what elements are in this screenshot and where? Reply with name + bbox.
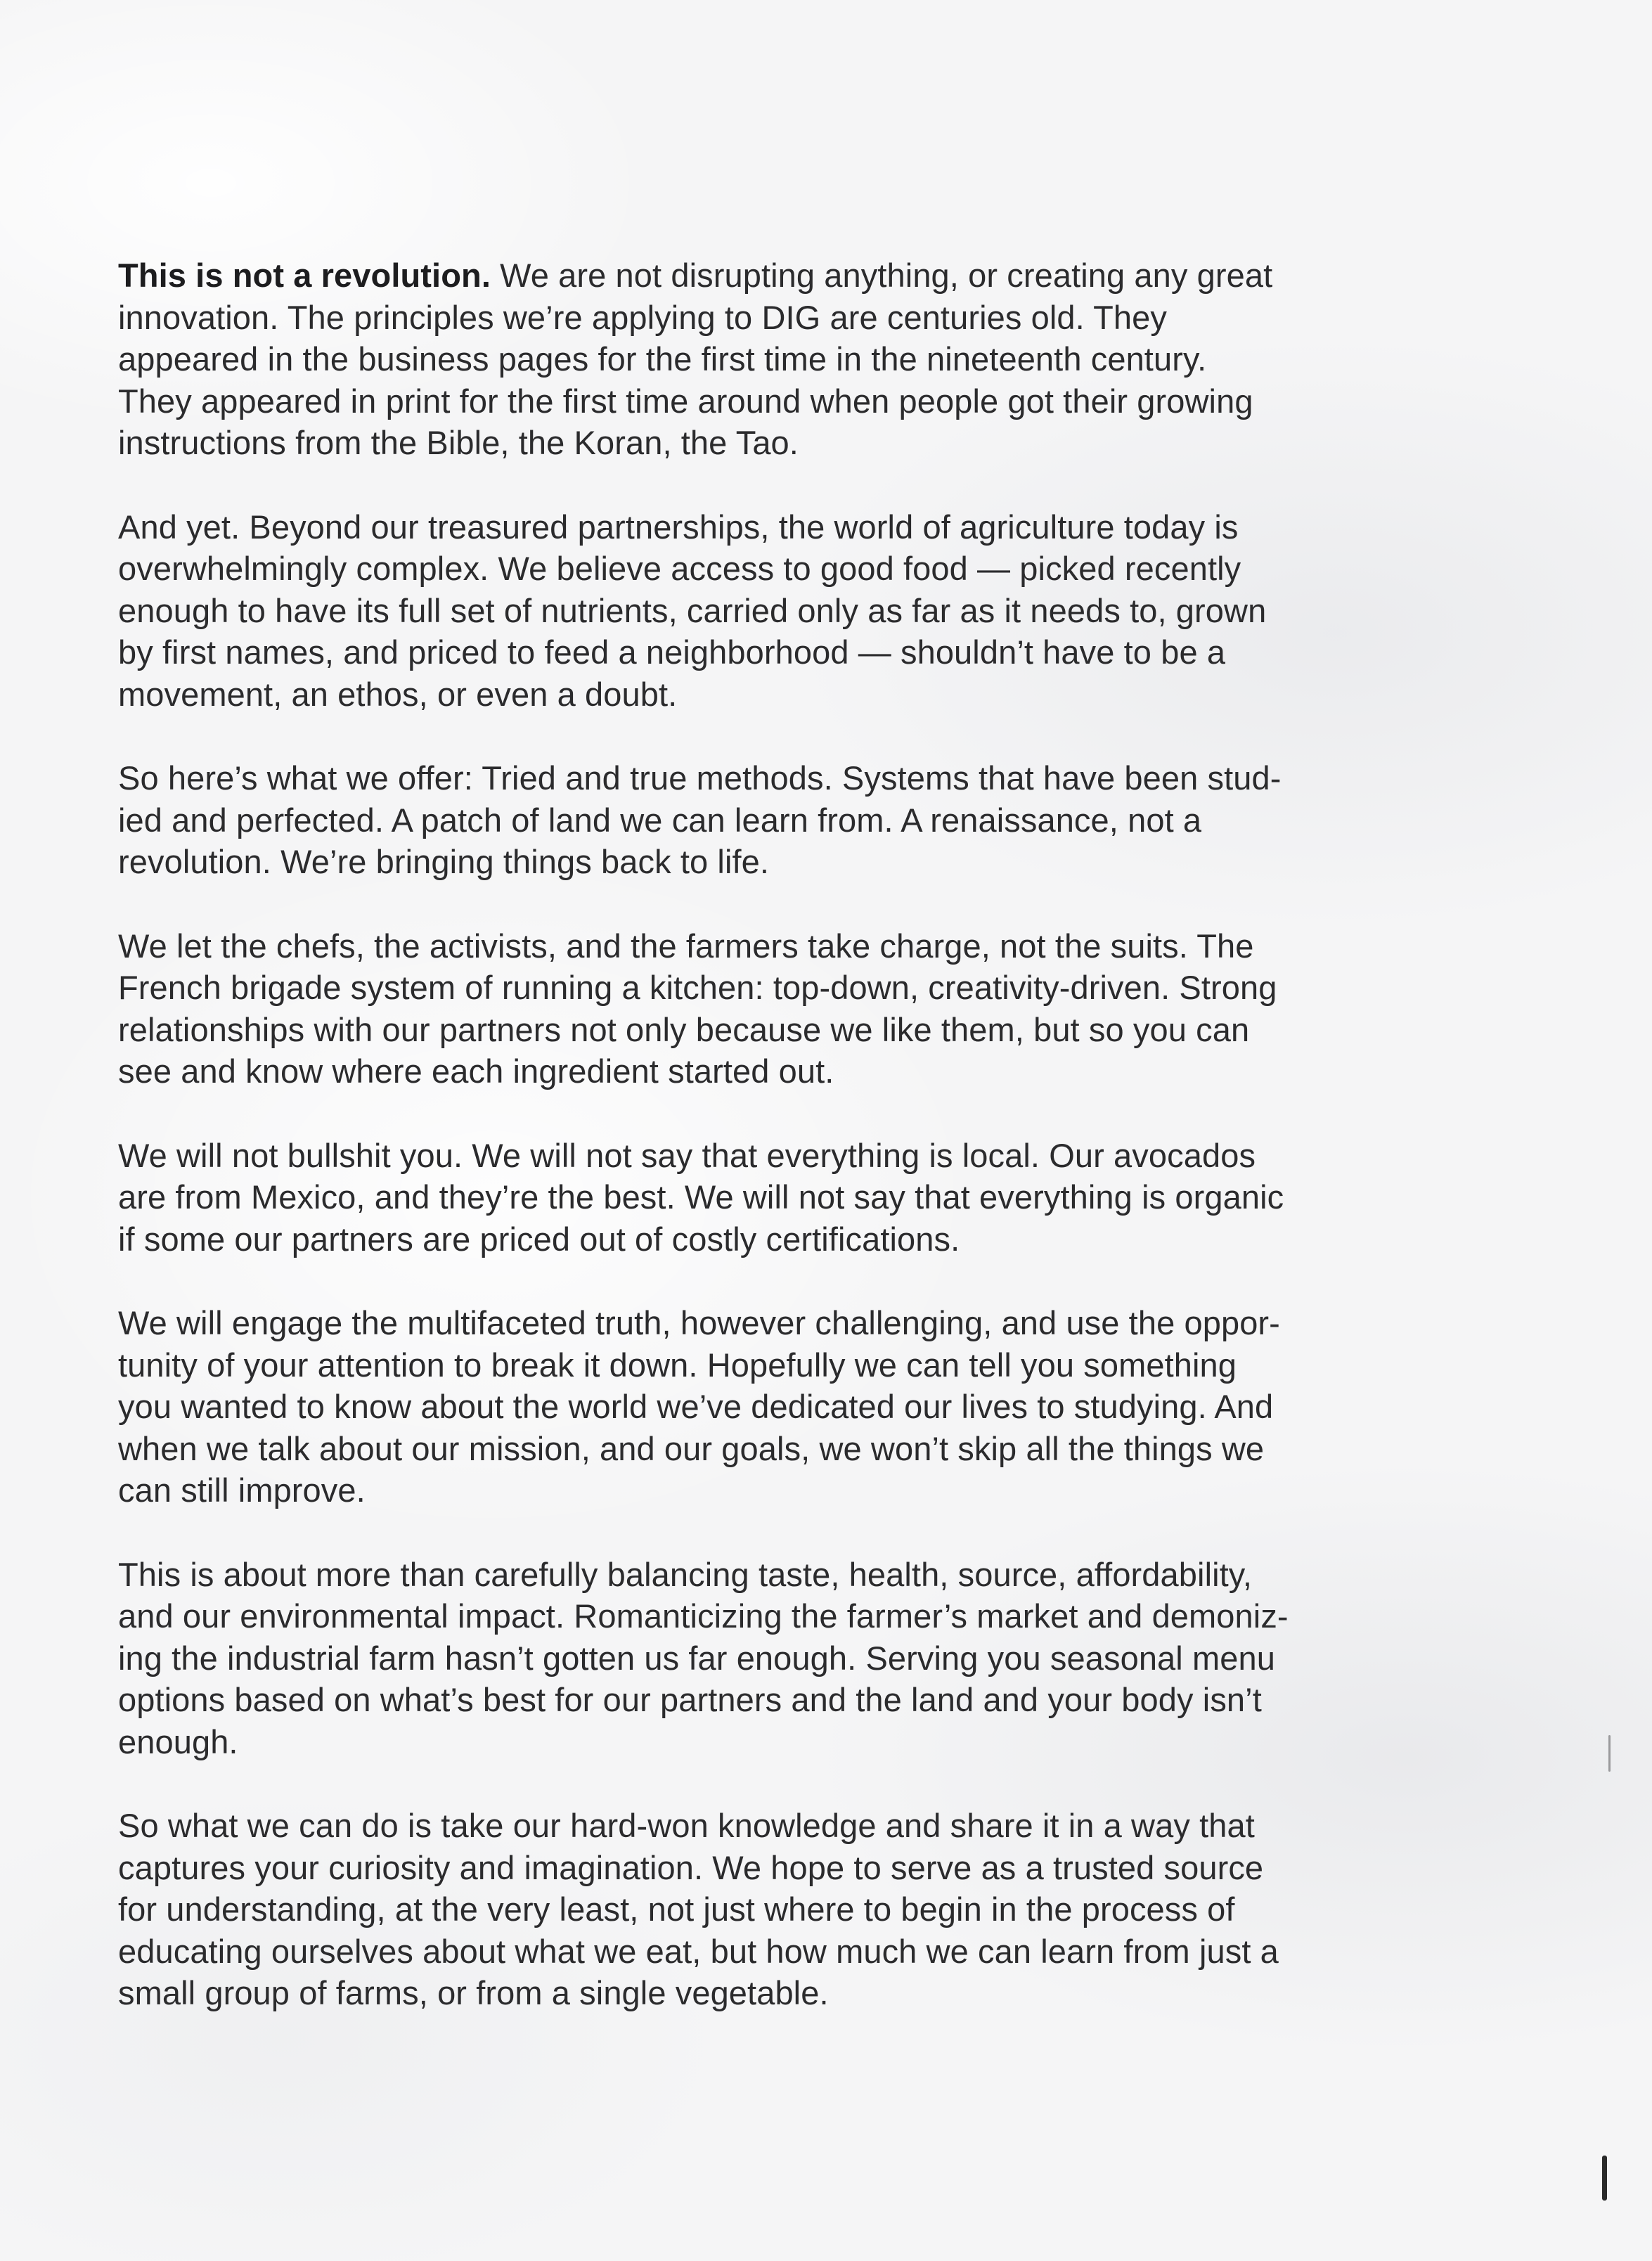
paragraph-text: We will not bullshit you. We will not say that everything is local. Our avocados are from Mexico, and they’re the best. We will not say that everything is organic if some our partners are priced out of costly certifications.	[118, 1136, 1284, 1258]
paragraph-2	[118, 506, 1440, 716]
paragraph-text: We let the chefs, the activists, and the farmers take charge, not the suits. The French brigade system of running a kitchen: top-down, creativity-driven. Strong relationships with our partners not only because we like them, but so you can see and know where each ingredient started out.	[118, 927, 1277, 1090]
paragraph-3	[118, 757, 1440, 883]
paragraph-6	[118, 1302, 1440, 1512]
paragraph-text: And yet. Beyond our treasured partnerships, the world of agriculture today is overwhelmingly complex. We believe access to good food — picked recently enough to have its full set of nutrients, carried only as far as it needs to, grown by first names, and priced to feed a neighborhood — shouldn’t have to be a movement, an ethos, or even a doubt.	[118, 508, 1267, 713]
scan-artifact-mark	[1602, 2156, 1607, 2201]
paragraph-text: So here’s what we offer: Tried and true methods. Systems that have been stud- ied and perfected. A patch of land we can learn from. A renaissance, not a revolution. We’re bringing things back to life.	[118, 759, 1282, 880]
paragraph-4	[118, 925, 1440, 1093]
paragraph-text: This is about more than carefully balancing taste, health, source, affordability, and our environmental impact. Romanticizing the farmer’s market and demoniz- ing the industrial farm hasn’t gotten us far enough. Serving you seasonal menu options based on what’s best for our partners and the land and your body isn’t enough.	[118, 1555, 1289, 1760]
paragraph-1	[118, 255, 1440, 464]
paragraph-7	[118, 1554, 1440, 1763]
paragraph-text: So what we can do is take our hard-won knowledge and share it in a way that captures your curiosity and imagination. We hope to serve as a trusted source for understanding, at the very least, not just where to begin in the process of educating ourselves about what we eat, but how much we can learn from just a small group of farms, or from a single vegetable.	[118, 1807, 1279, 2011]
body-text	[118, 255, 1440, 2056]
paragraph-8	[118, 1805, 1440, 2014]
paragraph-lead: This is not a revolution.	[118, 257, 491, 294]
paragraph-5	[118, 1135, 1440, 1261]
scan-artifact-mark	[1608, 1735, 1611, 1772]
paragraph-text: We are not disrupting anything, or creating any great innovation. The principles we’re applying to DIG are centuries old. They appeared in the business pages for the first time in the nineteenth century. They appeared in print for the first time around when people got their growing instructions from the Bible, the Koran, the Tao.	[118, 257, 1273, 461]
paragraph-text: We will engage the multifaceted truth, however challenging, and use the oppor- tunity of your attention to break it down. Hopefully we can tell you something you wanted to know about the world we’ve dedicated our lives to studying. And when we talk about our mission, and our goals, we won’t skip all the things we can still improve.	[118, 1304, 1280, 1509]
